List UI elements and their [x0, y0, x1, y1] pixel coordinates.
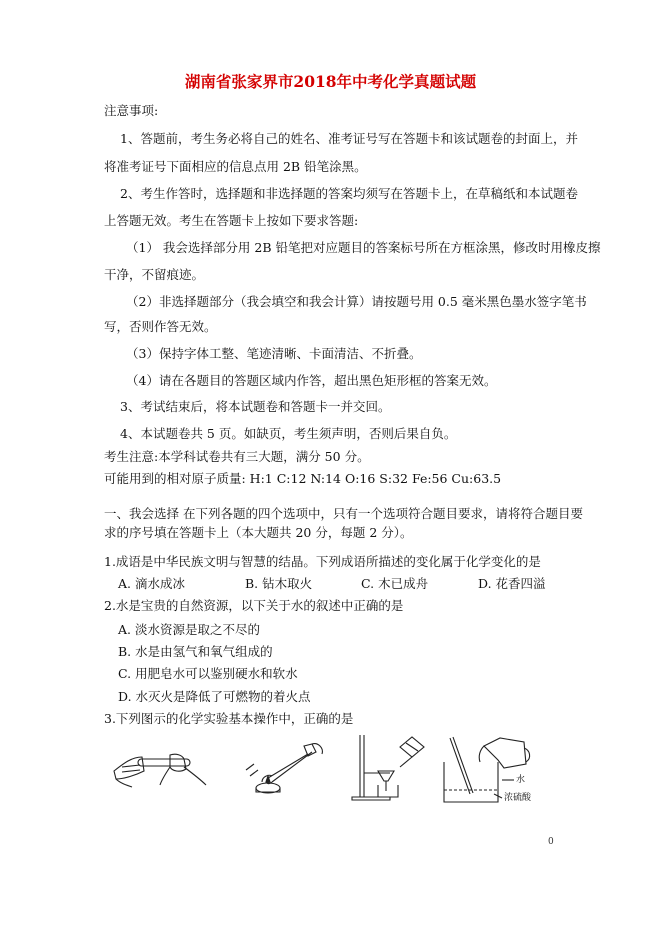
- test-tube-handling-figure: [110, 745, 210, 790]
- question-1-option-a: A. 滴水成冰: [118, 576, 185, 591]
- atomic-mass-line: 可能用到的相对原子质量: H:1 C:12 N:14 O:16 S:32 Fe:56 Cu:63.5: [104, 471, 502, 486]
- page-number: 0: [548, 837, 554, 847]
- notice-sub-1-line-2: 干净，不留痕迹。: [104, 267, 205, 282]
- notice-item-1-line-1: 1、答题前，考生务必将自己的姓名、准考证号写在答题卡和该试题卷的封面上，并: [120, 131, 578, 146]
- notice-sub-4: （4）请在各题目的答题区域内作答，超出黑色矩形框的答案无效。: [126, 373, 497, 388]
- section-1-line-1: 一、我会选择 在下列各题的四个选项中，只有一个选项符合题目要求，请将符合题目要: [104, 506, 583, 521]
- question-3-stem: 3.下列图示的化学实验基本操作中，正确的是: [104, 711, 354, 726]
- figure-label-sulfuric-acid: 浓硫酸: [504, 793, 532, 803]
- question-1-stem: 1.成语是中华民族文明与智慧的结晶。下列成语所描述的变化属于化学变化的是: [104, 554, 541, 569]
- page-title: 湖南省张家界市2018年中考化学真题试题: [184, 72, 477, 91]
- question-1-option-d: D. 花香四溢: [478, 576, 546, 591]
- question-2-option-d: D. 水灭火是降低了可燃物的着火点: [118, 689, 311, 704]
- question-1-option-c: C. 木已成舟: [361, 576, 429, 591]
- question-2-option-a: A. 淡水资源是取之不尽的: [118, 622, 260, 637]
- section-1-line-2: 求的序号填在答题卡上（本大题共 20 分，每题 2 分）。: [104, 525, 413, 540]
- dilution-figure: [440, 732, 540, 807]
- notice-item-2-line-2: 上答题无效。考生在答题卡上按如下要求答题:: [104, 213, 359, 228]
- notice-sub-2-line-1: （2）非选择题部分（我会填空和我会计算）请按题号用 0.5 毫米黑色墨水签字笔书: [126, 294, 587, 309]
- notice-sub-1-line-1: （1） 我会选择部分用 2B 铅笔把对应题目的答案标号所在方框涂黑，修改时用橡皮擦: [126, 240, 601, 255]
- filtration-figure: [350, 733, 430, 801]
- notice-item-4: 4、本试题卷共 5 页。如缺页，考生须声明，否则后果自负。: [120, 426, 457, 441]
- question-2-option-c: C. 用肥皂水可以鉴别硬水和软水: [118, 666, 298, 681]
- question-2-option-b: B. 水是由氢气和氧气组成的: [118, 644, 273, 659]
- notice-sub-2-line-2: 写，否则作答无效。: [104, 319, 217, 334]
- notice-heading: 注意事项:: [104, 103, 159, 118]
- notice-item-3: 3、考试结束后，将本试题卷和答题卡一并交回。: [120, 399, 391, 414]
- notice-item-2-line-1: 2、考生作答时，选择题和非选择题的答案均须写在答题卡上，在草稿纸和本试题卷: [120, 186, 578, 201]
- exam-note: 考生注意:本学科试卷共有三大题，满分 50 分。: [104, 449, 370, 464]
- figure-label-water: 水: [516, 775, 526, 785]
- question-1-option-b: B. 钻木取火: [245, 576, 313, 591]
- notice-sub-3: （3）保持字体工整、笔迹清晰、卡面清洁、不折叠。: [126, 346, 422, 361]
- question-2-stem: 2.水是宝贵的自然资源，以下关于水的叙述中正确的是: [104, 598, 404, 613]
- notice-item-1-line-2: 将准考证号下面相应的信息点用 2B 铅笔涂黑。: [104, 159, 367, 174]
- alcohol-lamp-heating-figure: [242, 740, 327, 795]
